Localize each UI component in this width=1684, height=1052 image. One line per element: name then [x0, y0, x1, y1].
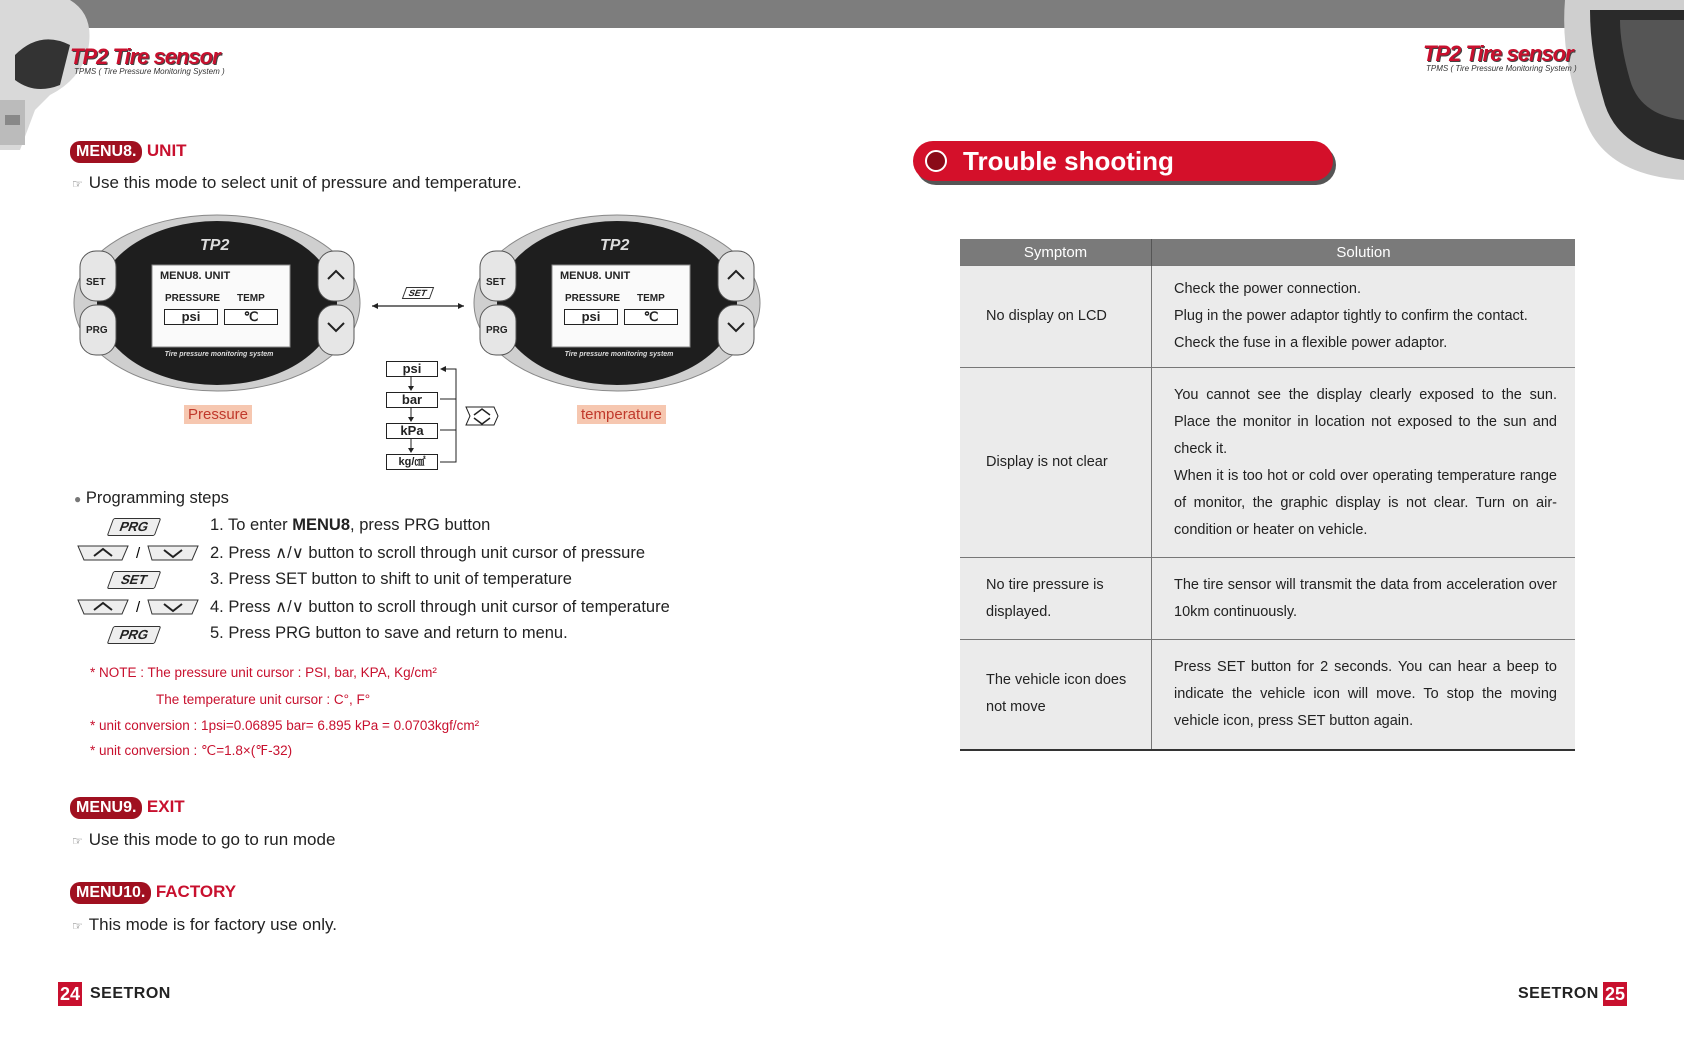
set-button-label: SET [486, 277, 506, 288]
device-tagline: Tire pressure monitoring system [564, 351, 674, 358]
section-banner [913, 141, 1333, 181]
set-tag: SET [402, 287, 434, 299]
logo-title-right: TP2 Tire sensor [1423, 41, 1573, 66]
set-button-shape [80, 251, 116, 301]
company-name-left: SEETRON [90, 985, 171, 1002]
up-down-button-icons [76, 543, 201, 563]
step-1: 1. To enter MENU8, press PRG button [210, 516, 491, 534]
menu8-label: UNIT [146, 141, 187, 160]
unit-kgcm: kg/㎠ [386, 454, 438, 470]
set-button-icon: SET [107, 571, 162, 589]
svg-text:/: / [136, 599, 141, 616]
pointing-hand-icon: ☞ [72, 919, 83, 933]
steps-heading: ● Programming steps [74, 489, 229, 507]
solution-cell: You cannot see the display clearly exposed to the sun. Place the monitor in location not exposed to the sun and check it. When it is too hot or cold over operating temperature range of monitor, the graphic display is not clear. Turn on air-condition or heater on vehicle. [1152, 368, 1576, 558]
circle-icon [925, 150, 947, 172]
logo-subtitle: TPMS ( Tire Pressure Monitoring System ) [74, 67, 225, 76]
temp-value: ℃ [624, 309, 678, 325]
solution-cell: Press SET button for 2 seconds. You can hear a beep to indicate the vehicle icon will move. To stop the moving vehicle icon, press SET button again. [1152, 640, 1576, 750]
symptom-cell: No display on LCD [960, 266, 1152, 368]
caption-pressure: Pressure [184, 405, 252, 424]
menu8-heading [70, 141, 187, 163]
prg-button-icon: PRG [107, 626, 162, 644]
pointing-hand-icon: ☞ [72, 834, 83, 848]
note-temp-units: The temperature unit cursor : C°, F° [156, 692, 371, 707]
up-down-button-icons [76, 597, 201, 617]
step-5: 5. Press PRG button to save and return to menu. [210, 624, 568, 642]
menu10-description: ☞ This mode is for factory use only. [72, 915, 337, 934]
step-4: 4. Press ∧/∨ button to scroll through unit cursor of temperature [210, 598, 670, 616]
symptom-cell: Display is not clear [960, 368, 1152, 558]
unit-psi: psi [386, 361, 438, 377]
device-brand: TP2 [600, 237, 630, 254]
step-2: 2. Press ∧/∨ button to scroll through unit cursor of pressure [210, 544, 646, 562]
page-number-right: 25 [1604, 984, 1626, 1004]
temp-value: ℃ [224, 309, 278, 325]
pressure-value: psi [164, 309, 218, 325]
page-number-left: 24 [59, 984, 81, 1004]
set-button-label: SET [86, 277, 106, 288]
screen-col-temp: TEMP [637, 293, 665, 304]
screen-title: MENU8. UNIT [560, 270, 631, 282]
step-3: 3. Press SET button to shift to unit of temperature [210, 570, 572, 588]
troubleshooting-table [960, 239, 1575, 751]
monitor-image [1545, 0, 1684, 180]
note-conversion-temp: * unit conversion : ℃=1.8×(℉-32) [90, 743, 293, 758]
menu9-heading [70, 797, 185, 819]
unit-kpa: kPa [386, 423, 438, 439]
screen-title: MENU8. UNIT [160, 270, 231, 282]
device-brand: TP2 [200, 237, 230, 254]
unit-bar: bar [386, 392, 438, 408]
symptom-cell: The vehicle icon does not move [960, 640, 1152, 750]
device-pressure [72, 213, 362, 393]
table-header-row [960, 239, 1575, 266]
prg-button-label: PRG [486, 325, 508, 336]
solution-cell: Check the power connection. Plug in the power adaptor tightly to confirm the contact. Check the fuse in a flexible power adaptor. [1152, 266, 1576, 368]
header-solution: Solution [1152, 239, 1576, 266]
logo-title: TP2 Tire sensor [70, 44, 220, 69]
svg-text:/: / [136, 545, 141, 562]
screen-col-pressure: PRESSURE [165, 293, 221, 304]
section-title: Trouble shooting [963, 146, 1174, 176]
pointing-hand-icon: ☞ [72, 177, 83, 191]
screen-col-pressure: PRESSURE [565, 293, 621, 304]
menu10-heading [70, 882, 236, 904]
symptom-cell: No tire pressure is displayed. [960, 558, 1152, 640]
device-temperature [472, 213, 762, 393]
menu8-badge: MENU8. [70, 141, 142, 163]
note-pressure-units: * NOTE : The pressure unit cursor : PSI, bar, KPA, Kg/cm² [90, 665, 437, 680]
up-down-icon [462, 403, 502, 429]
up-button-shape [318, 251, 354, 301]
prg-button-icon: PRG [107, 518, 162, 536]
table-row [960, 558, 1575, 640]
menu9-description: ☞ Use this mode to go to run mode [72, 830, 336, 849]
table-row [960, 266, 1575, 368]
caption-temperature: temperature [577, 405, 666, 424]
table-row [960, 368, 1575, 558]
solution-cell: The tire sensor will transmit the data from acceleration over 10km continuously. [1152, 558, 1576, 640]
top-bar [0, 0, 1684, 28]
prg-button-label: PRG [86, 325, 108, 336]
header-symptom: Symptom [960, 239, 1152, 266]
logo-subtitle-right: TPMS ( Tire Pressure Monitoring System ) [1426, 64, 1577, 73]
menu8-description: ☞ Use this mode to select unit of pressure and temperature. [72, 173, 522, 192]
menu9-label: EXIT [146, 797, 185, 816]
bullet-icon: ● [74, 492, 82, 506]
menu10-label: FACTORY [155, 882, 237, 901]
menu9-badge: MENU9. [70, 797, 142, 819]
table-row [960, 640, 1575, 750]
company-name-right: SEETRON [1518, 985, 1599, 1002]
screen-col-temp: TEMP [237, 293, 265, 304]
device-tagline: Tire pressure monitoring system [164, 351, 274, 358]
note-conversion-pressure: * unit conversion : 1psi=0.06895 bar= 6.895 kPa = 0.0703kgf/cm² [90, 718, 480, 733]
pressure-value: psi [564, 309, 618, 325]
menu10-badge: MENU10. [70, 882, 151, 904]
